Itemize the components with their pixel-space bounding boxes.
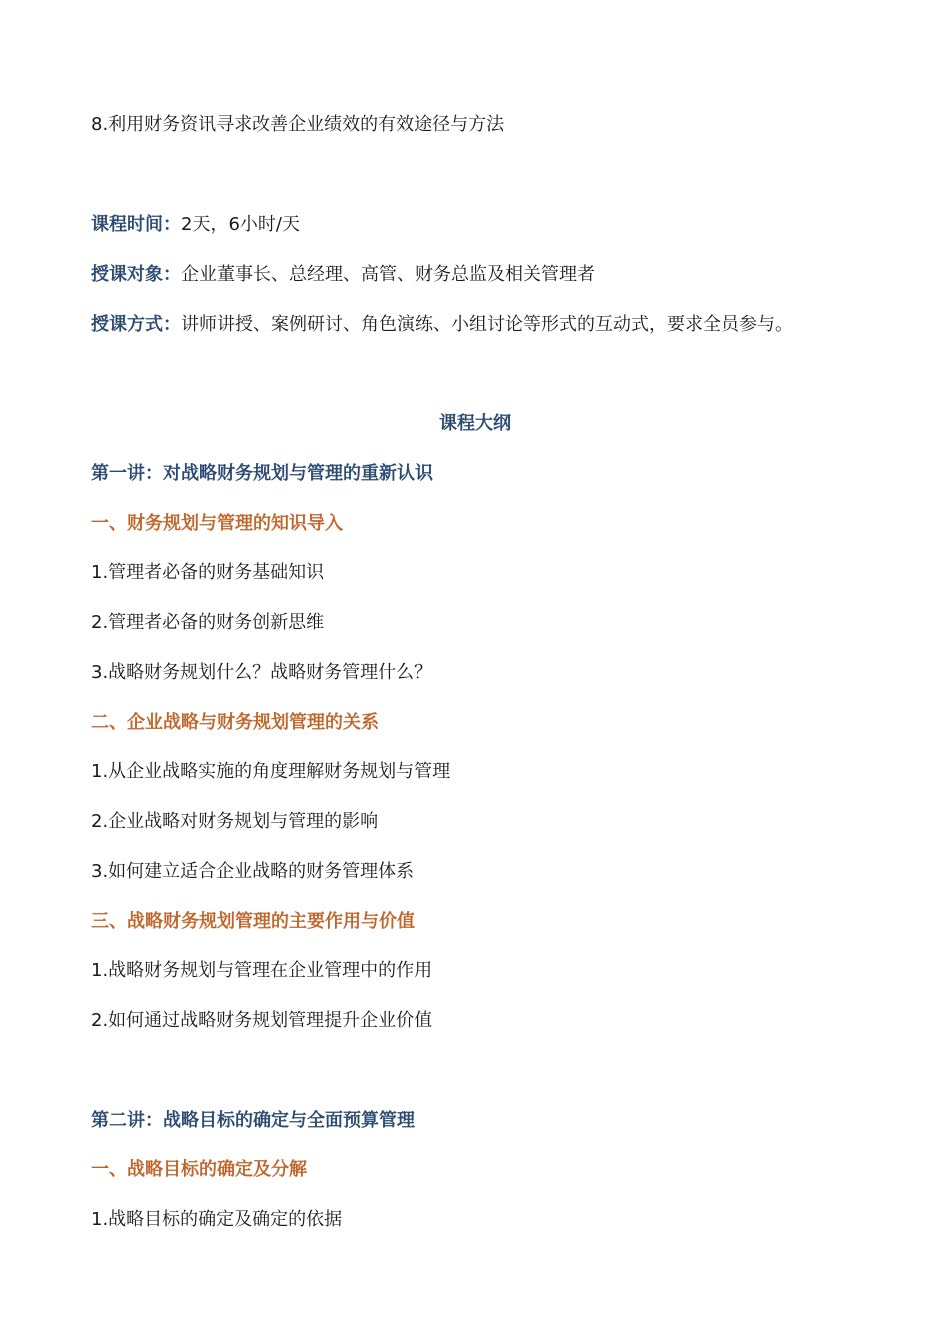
lecture1-section1-title: 一、财务规划与管理的知识导入	[91, 513, 343, 534]
course-time	[91, 213, 300, 237]
course-audience	[91, 263, 595, 287]
list-item: 1.战略目标的确定及确定的依据	[91, 1209, 343, 1230]
list-item: 1.管理者必备的财务基础知识	[91, 562, 325, 583]
outline-title: 课程大纲	[439, 413, 511, 434]
lecture1-title: 第一讲：对战略财务规划与管理的重新认识	[91, 463, 433, 484]
course-method	[91, 313, 793, 337]
course-method-label: 授课方式：	[91, 314, 181, 335]
course-audience-value: 企业董事长、总经理、高管、财务总监及相关管理者	[181, 264, 595, 285]
list-item: 2.企业战略对财务规划与管理的影响	[91, 811, 379, 832]
list-item: 3.战略财务规划什么？战略财务管理什么？	[91, 662, 433, 683]
intro-item-8: 8.利用财务资讯寻求改善企业绩效的有效途径与方法	[91, 114, 505, 135]
lecture2-title: 第二讲：战略目标的确定与全面预算管理	[91, 1110, 415, 1131]
course-audience-label: 授课对象：	[91, 264, 181, 285]
list-item: 1.从企业战略实施的角度理解财务规划与管理	[91, 761, 451, 782]
course-method-value: 讲师讲授、案例研讨、角色演练、小组讨论等形式的互动式，要求全员参与。	[181, 314, 793, 335]
list-item: 1.战略财务规划与管理在企业管理中的作用	[91, 960, 433, 981]
lecture2-section1-title: 一、战略目标的确定及分解	[91, 1159, 307, 1180]
lecture1-section3-title: 三、战略财务规划管理的主要作用与价值	[91, 911, 415, 932]
course-time-value: 2天，6小时/天	[181, 214, 300, 235]
list-item: 3.如何建立适合企业战略的财务管理体系	[91, 861, 415, 882]
list-item: 2.如何通过战略财务规划管理提升企业价值	[91, 1010, 433, 1031]
list-item: 2.管理者必备的财务创新思维	[91, 612, 325, 633]
lecture1-section2-title: 二、企业战略与财务规划管理的关系	[91, 712, 379, 733]
course-time-label: 课程时间：	[91, 214, 181, 235]
